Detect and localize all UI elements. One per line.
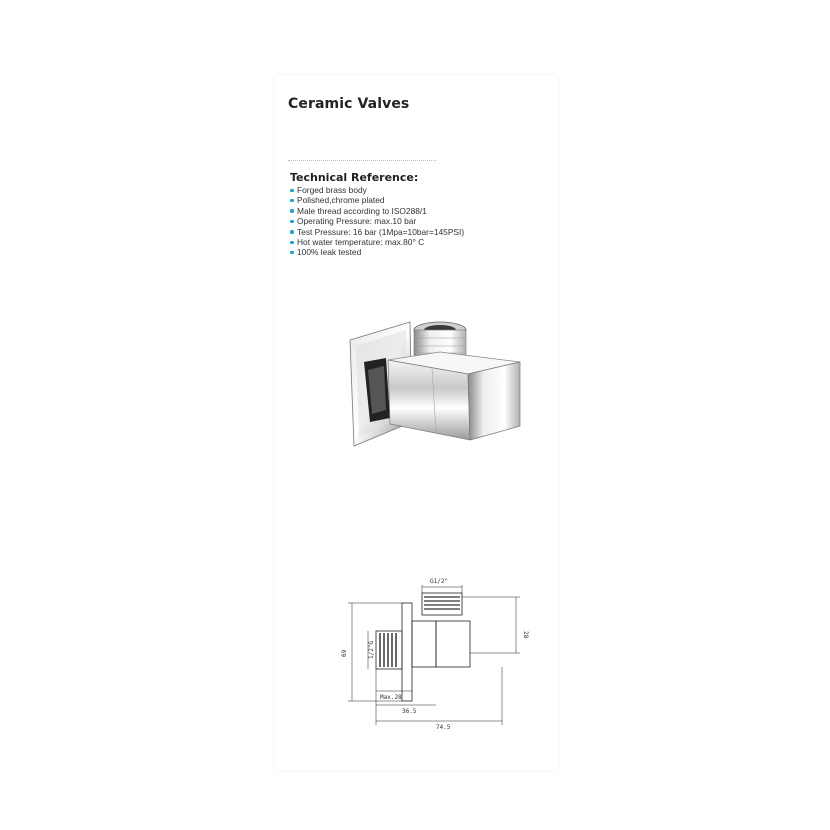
technical-reference-heading: Technical Reference: [290, 171, 419, 184]
bullet-icon [290, 220, 294, 224]
spec-text: Test Pressure: 16 bar (1Mpa=10bar=145PSI) [297, 226, 465, 237]
bullet-icon [290, 199, 294, 203]
bullet-icon [290, 230, 294, 234]
list-item [290, 206, 464, 216]
dim-max: Max.28 [380, 694, 402, 701]
spec-text: 100% leak tested [297, 247, 362, 258]
mounting-plate [402, 603, 412, 701]
top-thread [422, 593, 462, 615]
bullet-icon [290, 251, 294, 255]
spec-text: Forged brass body [297, 185, 367, 195]
spec-list [290, 185, 464, 258]
list-item [290, 247, 464, 257]
page-title: Ceramic Valves [288, 96, 410, 112]
valve-product-photo [340, 318, 530, 458]
bullet-icon [290, 189, 294, 193]
spec-text: Hot water temperature: max.80° C [297, 237, 425, 248]
dim-mid: 36.5 [402, 708, 417, 715]
valve-dimension-drawing [338, 575, 528, 735]
spec-text: Polished,chrome plated [297, 195, 385, 206]
dim-top-thread: G1/2" [430, 578, 449, 585]
dim-height: 69 [341, 649, 348, 657]
bullet-icon [290, 241, 294, 245]
dim-total: 74.5 [436, 724, 451, 731]
divider [288, 160, 436, 161]
dim-right-height: 28 [522, 631, 529, 639]
spec-text: Male thread according to ISO288/1 [297, 205, 427, 216]
list-item [290, 185, 464, 195]
list-item [290, 227, 464, 237]
dim-side-thread: 1/2"G [368, 640, 375, 659]
bullet-icon [290, 209, 294, 213]
valve-body [436, 621, 470, 667]
list-item [290, 216, 464, 226]
list-item [290, 237, 464, 247]
spec-text: Operating Pressure: max.10 bar [297, 216, 417, 227]
list-item [290, 195, 464, 205]
